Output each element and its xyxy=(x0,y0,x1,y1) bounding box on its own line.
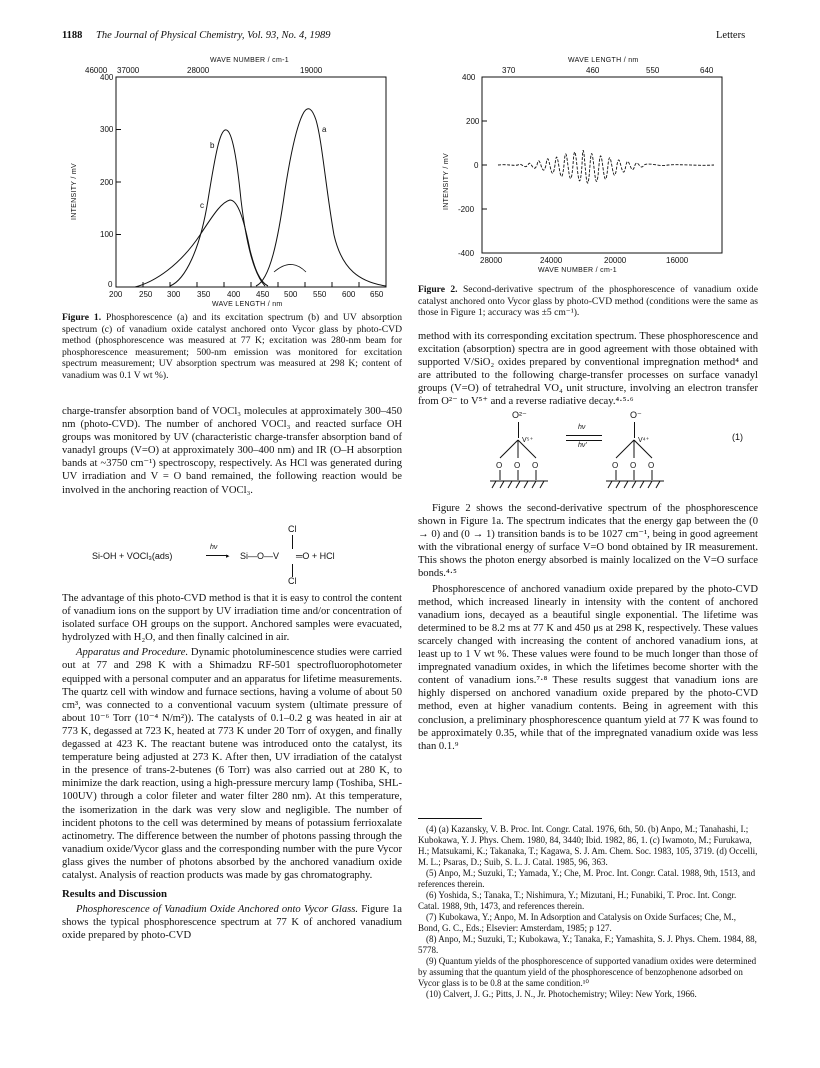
left-column xyxy=(62,405,402,499)
right-paragraph-1: method with its corresponding excitation spectrum. These phosphorescence and excitation (absorption) spectra are in good agreement with those obtained with supported V/SiO₂ oxides prepared by conventional impregnation method⁴ and are attributed to the following charge-transfer processes on surface vanadyl groups (V=O) of tetrahedral VO₄ unit structure, involving an electron transfer from O²⁻ to V⁵⁺ and a reverse radiative decay.⁴·⁵·⁶ xyxy=(418,331,758,408)
fig1-curve-a xyxy=(256,109,386,286)
eq-lhs: Si-OH + VOCl₃(ads) xyxy=(92,551,173,561)
fig2-x-tick: 20000 xyxy=(604,256,627,265)
fig1-curve-label-a: a xyxy=(322,125,327,134)
eq-arrow-head: ▸ xyxy=(226,553,230,560)
reference-item: (10) Calvert, J. G.; Pitts, J. N., Jr. Photochemistry; Wiley: New York, 1966. xyxy=(426,989,697,999)
fig2-x-axis-label: WAVE NUMBER / cm-1 xyxy=(538,267,617,274)
fig1-y-tick: 400 xyxy=(100,73,114,82)
right-column-continued xyxy=(418,502,758,755)
scheme-v-right: V⁴⁺ xyxy=(638,437,650,444)
fig2-top-axis-label: WAVE LENGTH / nm xyxy=(568,57,639,64)
fig1-y-tick: 100 xyxy=(100,230,114,239)
scheme-number: (1) xyxy=(732,432,743,442)
svg-text:O: O xyxy=(612,461,619,470)
figure-1-plot xyxy=(60,50,405,312)
scheme-support-right xyxy=(606,438,666,490)
eq-rhs-b: ═O + HCl xyxy=(296,551,335,561)
fig1-top-axis-label: WAVE NUMBER / cm-1 xyxy=(210,57,289,64)
apparatus-text: Dynamic photoluminescence studies were carried out at 77 and 298 K with a Shimadzu RF-501 spectrofluorophotometer equipped with a personal computer and an apparatus for lifetime measurements. The quartz cell with window and furnace sections, having a volume of about 50 cm³, was connected to a conventional vacuum system (ultimate pressure of about 10⁻⁶ Torr (10⁻⁴ N/m²)). The catalysts of 0.1–0.2 g was heated in air at 773 K, degassed at 723 K, heated at 773 K under 20 Torr of oxygen, and finally degassed at 423 K. The reactant butene was introduced onto the catalyst, its temperature being adjusted at 273 K. After then, UV irradiation of the catalyst in the presence of trans-2-butenes (6 Torr) was also carried out at 280 K, to minimize the dark reaction, using a high-pressure mercury lamp (Toshiba, SHL-100UV) through a color fileter and water filter 280 nm). At this temperature, the isomerization in the dark was very slow and negligible. The number of incident photons to the cell was determined by means of potassium ferrioxalate actinometry. The difference between the number of photons passing through the vanadium oxide/Vycor glass and the corresponding number with the pure Vycor glass gives the number of photons absorbed by the anchored vanadium oxide catalyst. Analysis of reaction products was made by gas chromatography. xyxy=(62,647,402,881)
fig1-y-tick: 300 xyxy=(100,125,114,134)
svg-text:O: O xyxy=(648,461,655,470)
fig2-caption-label: Figure 2. xyxy=(418,284,458,295)
phosphorescence-title: Phosphorescence of Vanadium Oxide Anchored onto Vycor Glass. xyxy=(76,904,359,916)
right-paragraph-2: Figure 2 shows the second-derivative spectrum of the phosphorescence shown in Figure 1a. The spectrum indicates that the energy gap between the (0 → 0) and (0 → 1) transition bands is to be 1027 cm⁻¹, being in good agreement with the vibrational energy of surface V=O bond obtained by IR measurement. This shows the photon energy absorbed is mainly localized on the V=O surface bonds.⁴·⁵ xyxy=(418,503,758,580)
scheme-bond-right xyxy=(634,422,635,438)
fig1-x-tick: 650 xyxy=(370,290,384,299)
scheme-bond-left xyxy=(518,422,519,438)
charge-transfer-scheme xyxy=(470,410,760,496)
scheme-arrow-bottom-label: hν' xyxy=(578,442,587,449)
fig1-curve-label-b: b xyxy=(210,141,215,150)
fig1-top-tick: 46000 xyxy=(85,66,108,75)
fig1-caption-text: Phosphorescence (a) and its excitation spectrum (b) and UV absorption spectrum (c) of vanadium oxide catalyst anchored onto Vycor glass by photo-CVD method (phosphorescence was measured at 77 K; excitation was 280-nm beam for phosphorescence measurement; 500-nm emission was monitored for excitation spectrum measurement; UV absorption spectrum was measured at 298 K; content of vanadium was 0.1 V wt %). xyxy=(62,312,402,381)
fig1-x-tick: 450 xyxy=(256,290,270,299)
fig2-y-axis-label: INTENSITY / mV xyxy=(443,153,450,210)
scheme-arrow-top-label: hν xyxy=(578,424,586,431)
left-column-continued xyxy=(62,592,402,944)
left-paragraph-1: charge-transfer absorption band of VOCl₃ molecules at approximately 300–450 nm (photo-CVD). The number of anchored VOCl₃ and reacted surface OH groups was monitored by UV (characteristic charge-transfer absorption band of vanadyl groups (V=O) at approximately 300–400 nm) and IR (O–H absorption bands at ~3750 cm⁻¹) spectroscopy, respectively. As HCl was generated during UV irradiation and V = O band remained, the following reaction would be involved in the anchoring reaction of VOCl₃. xyxy=(62,406,402,496)
eq-cl-top: Cl xyxy=(288,524,297,534)
fig1-top-tick: 28000 xyxy=(187,66,210,75)
fig2-top-tick: 460 xyxy=(586,66,600,75)
fig1-curve-b xyxy=(170,130,265,286)
reference-item: (6) Yoshida, S.; Tanaka, T.; Nishimura, Y.; Mizutani, H.; Funabiki, T. Proc. Int. Congr. Catal. 1988, 9th, 1473, and references therein. xyxy=(418,890,737,911)
fig2-y-tick: -200 xyxy=(458,205,475,214)
fig1-x-tick: 550 xyxy=(313,290,327,299)
figure-2-caption xyxy=(418,284,758,319)
fig2-y-tick: 0 xyxy=(474,161,479,170)
fig1-curve-shoulder xyxy=(274,264,306,272)
fig2-trace xyxy=(498,150,714,183)
journal-title: The Journal of Physical Chemistry, Vol. 93, No. 4, 1989 xyxy=(96,30,331,41)
reference-item: (7) Kubokawa, Y.; Anpo, M. In Adsorption and Catalysis on Oxide Surfaces; Che, M., Bond, G. C., Eds.; Elsevier: Amsterdam, 1985; p 127. xyxy=(418,912,736,933)
eq-arrow-label: hν xyxy=(210,544,218,551)
scheme-o-left: O²⁻ xyxy=(512,410,527,420)
fig1-x-tick: 500 xyxy=(284,290,298,299)
apparatus-title: Apparatus and Procedure. xyxy=(76,647,189,659)
eq-rhs-a: Si—O—V xyxy=(240,551,280,561)
scheme-arrow-forward xyxy=(566,435,602,436)
references xyxy=(418,824,758,1000)
fig1-y-axis-label: INTENSITY / mV xyxy=(71,163,78,220)
fig2-x-tick: 28000 xyxy=(480,256,503,265)
svg-text:O: O xyxy=(496,461,503,470)
figure-1-caption xyxy=(62,312,402,382)
fig2-y-tick: -400 xyxy=(458,249,475,258)
fig1-x-tick: 300 xyxy=(167,290,181,299)
scheme-o-right: O⁻ xyxy=(630,410,642,420)
left-paragraph-3 xyxy=(62,646,402,882)
svg-text:O: O xyxy=(532,461,539,470)
fig2-y-tick: 400 xyxy=(462,73,476,82)
fig2-top-tick: 370 xyxy=(502,66,516,75)
results-heading: Results and Discussion xyxy=(62,888,168,901)
eq-cl-bottom: Cl xyxy=(288,576,297,586)
scheme-v-left: V⁵⁺ xyxy=(522,437,534,444)
figure-2-plot xyxy=(418,50,768,278)
footnote-rule xyxy=(418,818,482,819)
right-column xyxy=(418,330,758,411)
fig1-top-tick: 37000 xyxy=(117,66,140,75)
fig2-x-tick: 16000 xyxy=(666,256,689,265)
fig1-top-tick: 19000 xyxy=(300,66,323,75)
fig1-caption-label: Figure 1. xyxy=(62,312,102,323)
reference-item: (5) Anpo, M.; Suzuki, T.; Yamada, Y.; Che, M. Proc. Int. Congr. Catal. 1988, 9th, 1513, and references therein. xyxy=(418,868,756,889)
scheme-arrow-back xyxy=(566,440,602,441)
fig1-x-tick: 200 xyxy=(109,290,123,299)
left-paragraph-4 xyxy=(62,903,402,942)
scheme-support-left xyxy=(490,438,550,490)
fig1-x-tick: 250 xyxy=(139,290,153,299)
fig1-x-tick: 350 xyxy=(197,290,211,299)
section-name: Letters xyxy=(716,30,746,41)
right-paragraph-3: Phosphorescence of anchored vanadium oxide prepared by the photo-CVD method, which increased linearly in intensity with the content of anchored vanadium ions, decayed as a beautiful single exponential. The lifetime was determined to be 8.2 ms at 77 K and 450 μs at 298 K, respectively. These values scarcely changed with increasing the content of anchored vanadium ions, at least up to 1 V wt %. These values were found to be much longer than those of impregnated vanadium oxides, in which the lifetimes become shorter with the content of vanadium ions.⁷·⁸ These results suggest that vanadium ions are highly dispersed on anchored vanadium oxide prepared by the photo-CVD method, even at higher vanadium contents. Being in agreement with this conclusion, a preliminary phosphorescence quantum yield at 77 K was found to be approximately 0.35, while that of the impregnated vanadium oxide was less than 0.1.⁹ xyxy=(418,583,758,752)
fig1-x-tick: 400 xyxy=(227,290,241,299)
fig2-top-tick: 640 xyxy=(700,66,714,75)
fig2-y-tick: 200 xyxy=(466,117,480,126)
reaction-equation xyxy=(92,524,392,586)
eq-arrow xyxy=(206,555,228,556)
fig1-y-tick: 0 xyxy=(108,280,113,289)
phosphorescence-text: Figure 1a shows the typical phosphorescence spectrum at 77 K of anchored vanadium oxide prepared by photo-CVD xyxy=(62,904,403,942)
reference-item: (9) Quantum yields of the phosphorescence of supported vanadium oxides were determined by assuming that the quantum yield of the phosphorescence of benzophenone adsorbed on Vycor glass is to be 0.8 at the same condition.¹⁰ xyxy=(418,956,757,988)
page-number: 1188 xyxy=(62,30,83,41)
fig2-x-tick: 24000 xyxy=(540,256,563,265)
fig1-x-tick: 600 xyxy=(342,290,356,299)
fig1-curve-label-c: c xyxy=(200,201,204,210)
svg-text:O: O xyxy=(514,461,521,470)
left-paragraph-2: The advantage of this photo-CVD method is that it is easy to control the content of vanadium ions on the support by UV irradiation time and/or concentration of isolated surface OH groups on the support. Anchored samples were evacuated, hydrolyzed with H₂O, and then finally calcined in air. xyxy=(62,593,402,644)
eq-bond-top xyxy=(292,535,293,549)
fig2-top-tick: 550 xyxy=(646,66,660,75)
fig1-y-tick: 200 xyxy=(100,178,114,187)
fig1-x-axis-label: WAVE LENGTH / nm xyxy=(212,301,283,308)
reference-item: (4) (a) Kazansky, V. B. Proc. Int. Congr. Catal. 1976, 6th, 50. (b) Anpo, M.; Tanahashi, I.; Kubokawa, Y. J. Phys. Chem. 1980, 84, 3440; Ibid. 1982, 86, 1. (c) Iwamoto, M.; Furukawa, H.; Matsukami, K.; Takanaka, T.; Kagawa, S. J. Am. Chem. Soc. 1983, 105, 3719. (d) Occelli, M. L.; Psaras, D.; Suib, S. L. J. Catal. 1985, 96, 363. xyxy=(418,824,758,867)
reference-item: (8) Anpo, M.; Suzuki, T.; Kubokawa, Y.; Tanaka, F.; Yamashita, S. J. Phys. Chem. 1984, 88, 5778. xyxy=(418,934,757,955)
svg-text:O: O xyxy=(630,461,637,470)
fig2-caption-text: Second-derivative spectrum of the phosphorescence of vanadium oxide catalyst anchored onto Vycor glass by photo-CVD method (conditions were the same as those in Figure 1; accuracy was ±5 cm⁻¹). xyxy=(418,284,758,319)
